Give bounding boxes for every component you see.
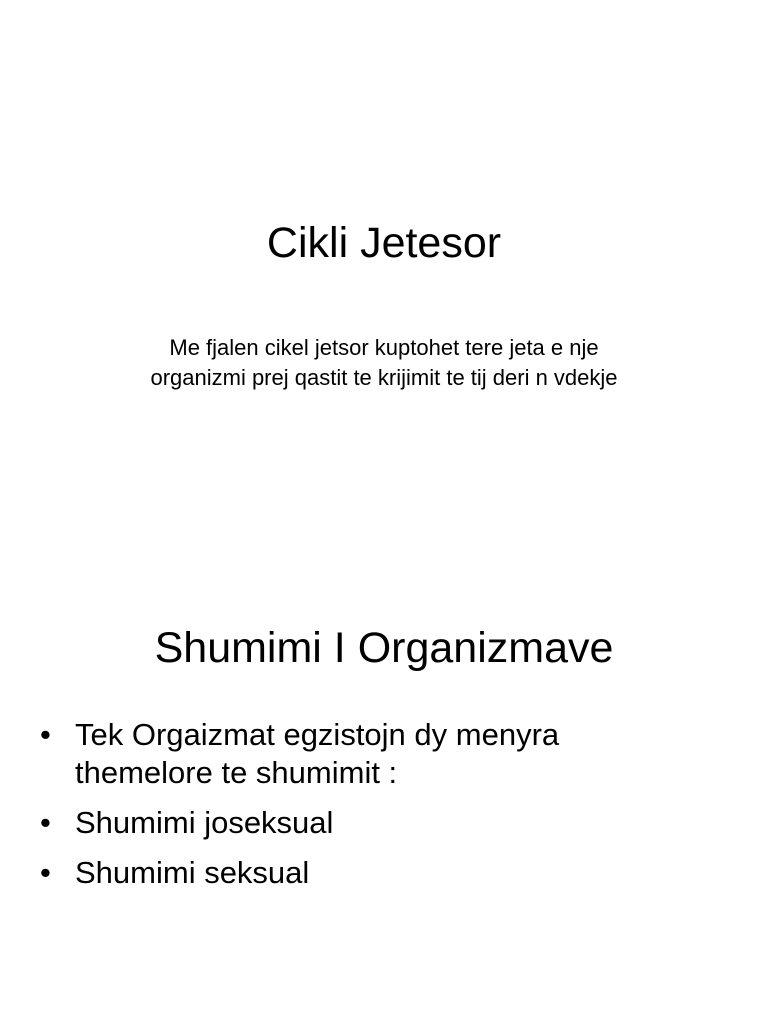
bullet-item-3: [40, 854, 680, 892]
bullet-point-icon: •: [40, 855, 51, 890]
bullet-text: Shumimi seksual: [75, 855, 310, 890]
bullet-item-1: [40, 716, 680, 792]
section-title: Shumimi I Organizmave: [154, 624, 614, 672]
bullet-point-icon: •: [40, 717, 51, 752]
bullet-text: Shumimi joseksual: [75, 805, 334, 840]
bullet-text: Tek Orgaizmat egzistojn dy menyra themelore te shumimit :: [75, 717, 560, 790]
slide-title: Cikli Jetesor: [266, 219, 502, 267]
bullet-point-icon: •: [40, 805, 51, 840]
slide-subtitle: Me fjalen cikel jetsor kuptohet tere jeta e nje organizmi prej qastit te krijimit te tij deri n vdekje: [150, 335, 618, 390]
bullet-list: [40, 716, 680, 904]
bullet-item-2: [40, 804, 680, 842]
